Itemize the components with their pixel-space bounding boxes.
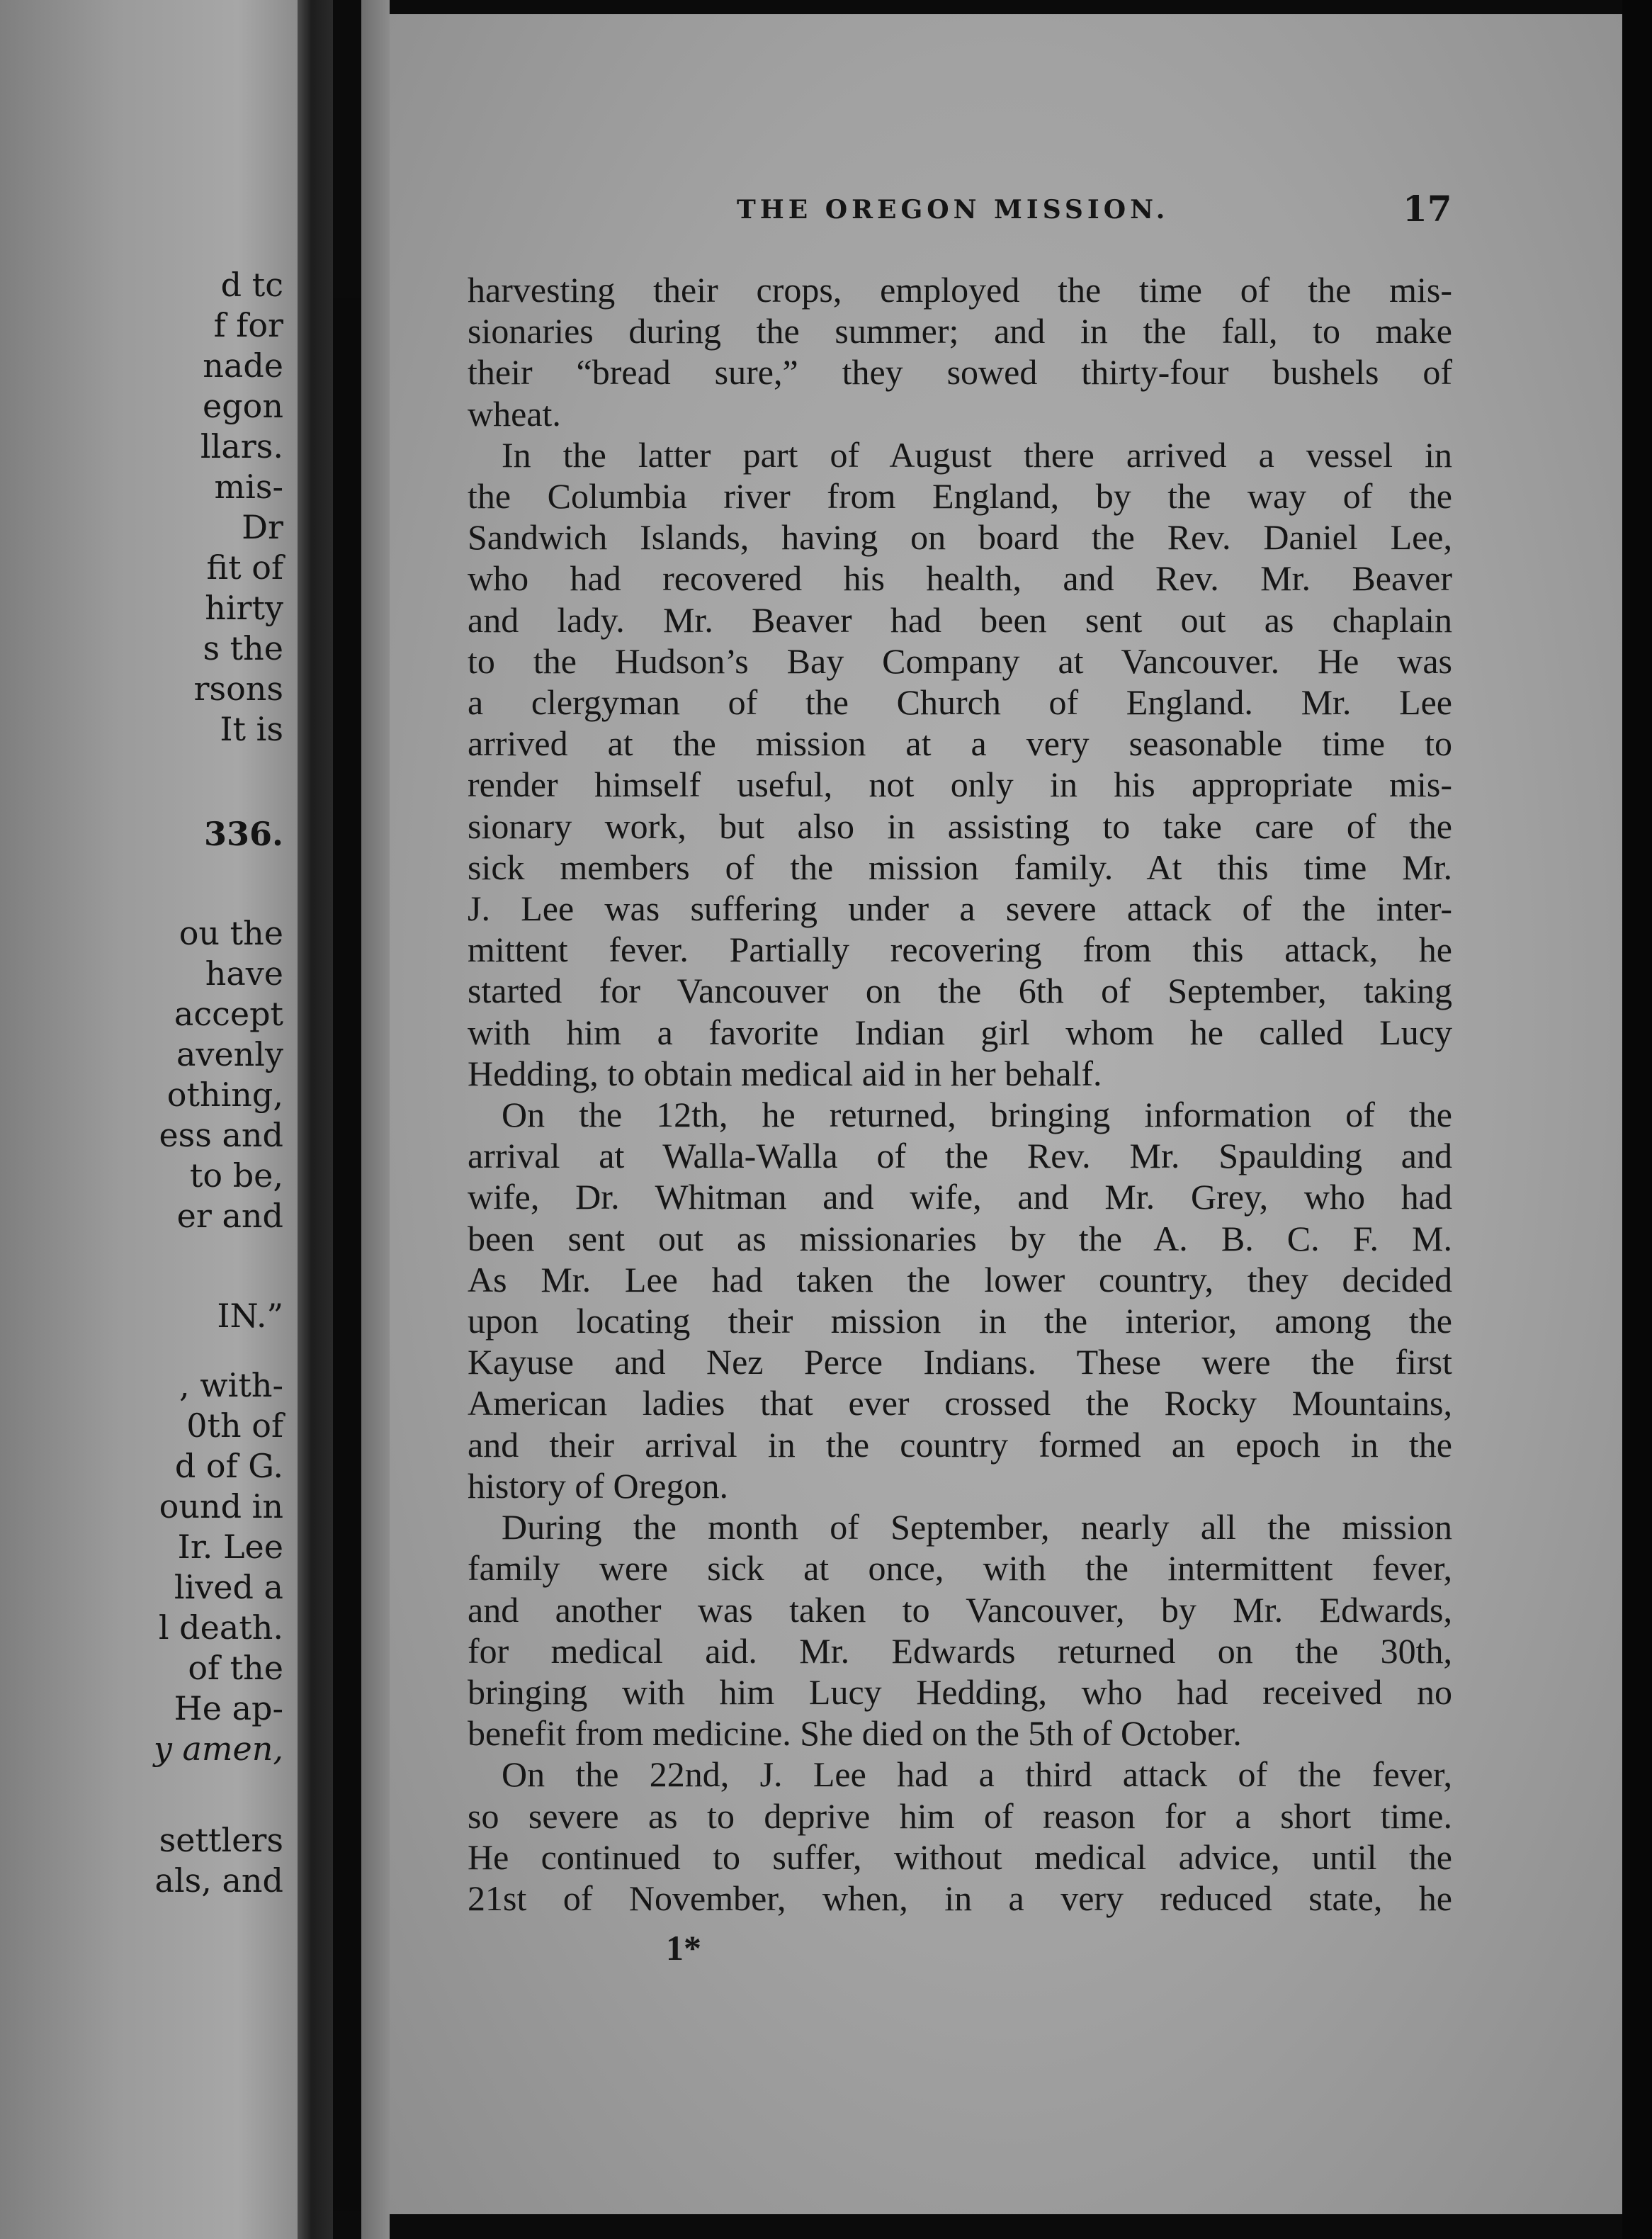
previous-page-line-fragment: rsons (193, 670, 283, 708)
previous-page-line-fragment: IN.” (217, 1297, 283, 1335)
text-line: Sandwich Islands, having on board the Rev. Daniel Lee, (468, 517, 1452, 558)
previous-page-line-fragment: He ap- (174, 1689, 283, 1727)
text-line: During the month of September, nearly all the mission (502, 1507, 1452, 1547)
text-line: 21st of November, when, in a very reduced state, he (468, 1878, 1452, 1918)
previous-page-line-fragment: f for (213, 306, 283, 344)
text-line: He continued to suffer, without medical advice, until the (468, 1837, 1452, 1877)
text-line: Hedding, to obtain medical aid in her behalf. (468, 1053, 1102, 1093)
text-line: sionaries during the summer; and in the fall, to make (468, 311, 1452, 351)
text-line: arrival at Walla-Walla of the Rev. Mr. Spaulding and (468, 1136, 1452, 1176)
previous-page-line-fragment: have (205, 954, 283, 993)
text-line: and lady. Mr. Beaver had been sent out as chaplain (468, 599, 1452, 640)
page-gutter (298, 0, 333, 2239)
previous-page-line-fragment: er and (176, 1197, 283, 1235)
text-line: mittent fever. Partially recovering from this attack, he (468, 930, 1452, 970)
body-text (468, 269, 1452, 1919)
text-line: upon locating their mission in the interior, among the (468, 1301, 1452, 1341)
text-line: started for Vancouver on the 6th of September, taking (468, 971, 1452, 1011)
text-line: who had recovered his health, and Rev. Mr. Beaver (468, 558, 1452, 599)
previous-page-line-fragment: Ir. Lee (177, 1528, 283, 1566)
text-line: sick members of the mission family. At this time Mr. (468, 847, 1452, 887)
text-line: so severe as to deprive him of reason for a short time. (468, 1795, 1452, 1836)
text-line: American ladies that ever crossed the Rocky Mountains, (468, 1383, 1452, 1423)
previous-page-line-fragment: ound in (159, 1487, 283, 1525)
text-line: for medical aid. Mr. Edwards returned on the 30th, (468, 1630, 1452, 1671)
text-line: to the Hudson’s Bay Company at Vancouver. He was (468, 641, 1452, 681)
text-line: family were sick at once, with the intermittent fever, (468, 1548, 1452, 1589)
text-line: their “bread sure,” they sowed thirty-four bushels of (468, 352, 1452, 393)
text-line: benefit from medicine. She died on the 5th of October. (468, 1713, 1242, 1754)
page-edge (361, 0, 390, 2239)
previous-page-line-fragment: y amen, (153, 1730, 283, 1768)
previous-page-line-fragment: d of G. (174, 1447, 283, 1485)
text-line: wheat. (468, 393, 561, 434)
text-line: In the latter part of August there arrived a vessel in (502, 434, 1452, 475)
previous-page-line-fragment: , with- (179, 1366, 283, 1404)
previous-page-line-fragment: als, and (154, 1861, 283, 1900)
signature-mark: 1* (666, 1928, 701, 1968)
text-line: with him a favorite Indian girl whom he called Lucy (468, 1012, 1452, 1052)
previous-page-line-fragment: to be, (189, 1156, 283, 1195)
previous-page-line-fragment: 336. (203, 815, 283, 853)
text-line: sionary work, but also in assisting to take care of the (468, 806, 1452, 846)
previous-page-line-fragment: of the (188, 1649, 283, 1687)
previous-page-line-fragment: settlers (159, 1821, 283, 1859)
text-line: history of Oregon. (468, 1465, 728, 1506)
text-line: wife, Dr. Whitman and wife, and Mr. Grey, who had (468, 1177, 1452, 1217)
running-head: THE OREGON MISSION. (737, 195, 1170, 225)
text-line: and another was taken to Vancouver, by Mr. Edwards, (468, 1589, 1452, 1630)
text-line: and their arrival in the country formed an epoch in the (468, 1424, 1452, 1465)
text-line: J. Lee was suffering under a severe attack of the inter- (468, 889, 1452, 929)
text-line: the Columbia river from England, by the way of the (468, 476, 1452, 517)
text-line: bringing with him Lucy Hedding, who had received no (468, 1671, 1452, 1712)
text-line: a clergyman of the Church of England. Mr. Lee (468, 682, 1452, 723)
text-line: arrived at the mission at a very seasonable time to (468, 723, 1452, 764)
previous-page-line-fragment: 0th of (186, 1406, 283, 1445)
page-number: 17 (1403, 188, 1452, 230)
previous-page-fragment (0, 0, 298, 2239)
previous-page-line-fragment: avenly (176, 1035, 283, 1073)
text-line: Kayuse and Nez Perce Indians. These were the first (468, 1342, 1452, 1382)
previous-page-line-fragment: llars. (200, 427, 283, 466)
current-page (390, 14, 1622, 2214)
previous-page-line-fragment: It is (220, 710, 283, 748)
previous-page-line-fragment: ou the (179, 914, 283, 952)
previous-page-line-fragment: ess and (159, 1116, 283, 1154)
text-line: render himself useful, not only in his appropriate mis- (468, 765, 1452, 805)
previous-page-line-fragment: Dr (242, 508, 283, 546)
text-line: harvesting their crops, employed the time of the mis- (468, 270, 1452, 310)
text-line: been sent out as missionaries by the A. B. C. F. M. (468, 1218, 1452, 1258)
previous-page-line-fragment: fit of (206, 548, 283, 587)
spine-shadow (333, 298, 361, 2211)
previous-page-line-fragment: othing, (166, 1076, 283, 1114)
previous-page-line-fragment: s the (203, 629, 283, 667)
previous-page-line-fragment: mis- (214, 468, 283, 506)
previous-page-line-fragment: egon (203, 387, 283, 425)
previous-page-line-fragment: d tc (220, 266, 283, 304)
previous-page-line-fragment: lived a (174, 1568, 283, 1606)
text-line: On the 22nd, J. Lee had a third attack of the fever, (502, 1754, 1452, 1795)
text-line: As Mr. Lee had taken the lower country, they decided (468, 1259, 1452, 1299)
text-line: On the 12th, he returned, bringing information of the (502, 1095, 1452, 1135)
previous-page-line-fragment: l death. (158, 1608, 283, 1647)
previous-page-line-fragment: accept (174, 995, 283, 1033)
scan-border (1622, 0, 1652, 2239)
previous-page-line-fragment: hirty (205, 589, 283, 627)
previous-page-line-fragment: nade (203, 346, 283, 385)
